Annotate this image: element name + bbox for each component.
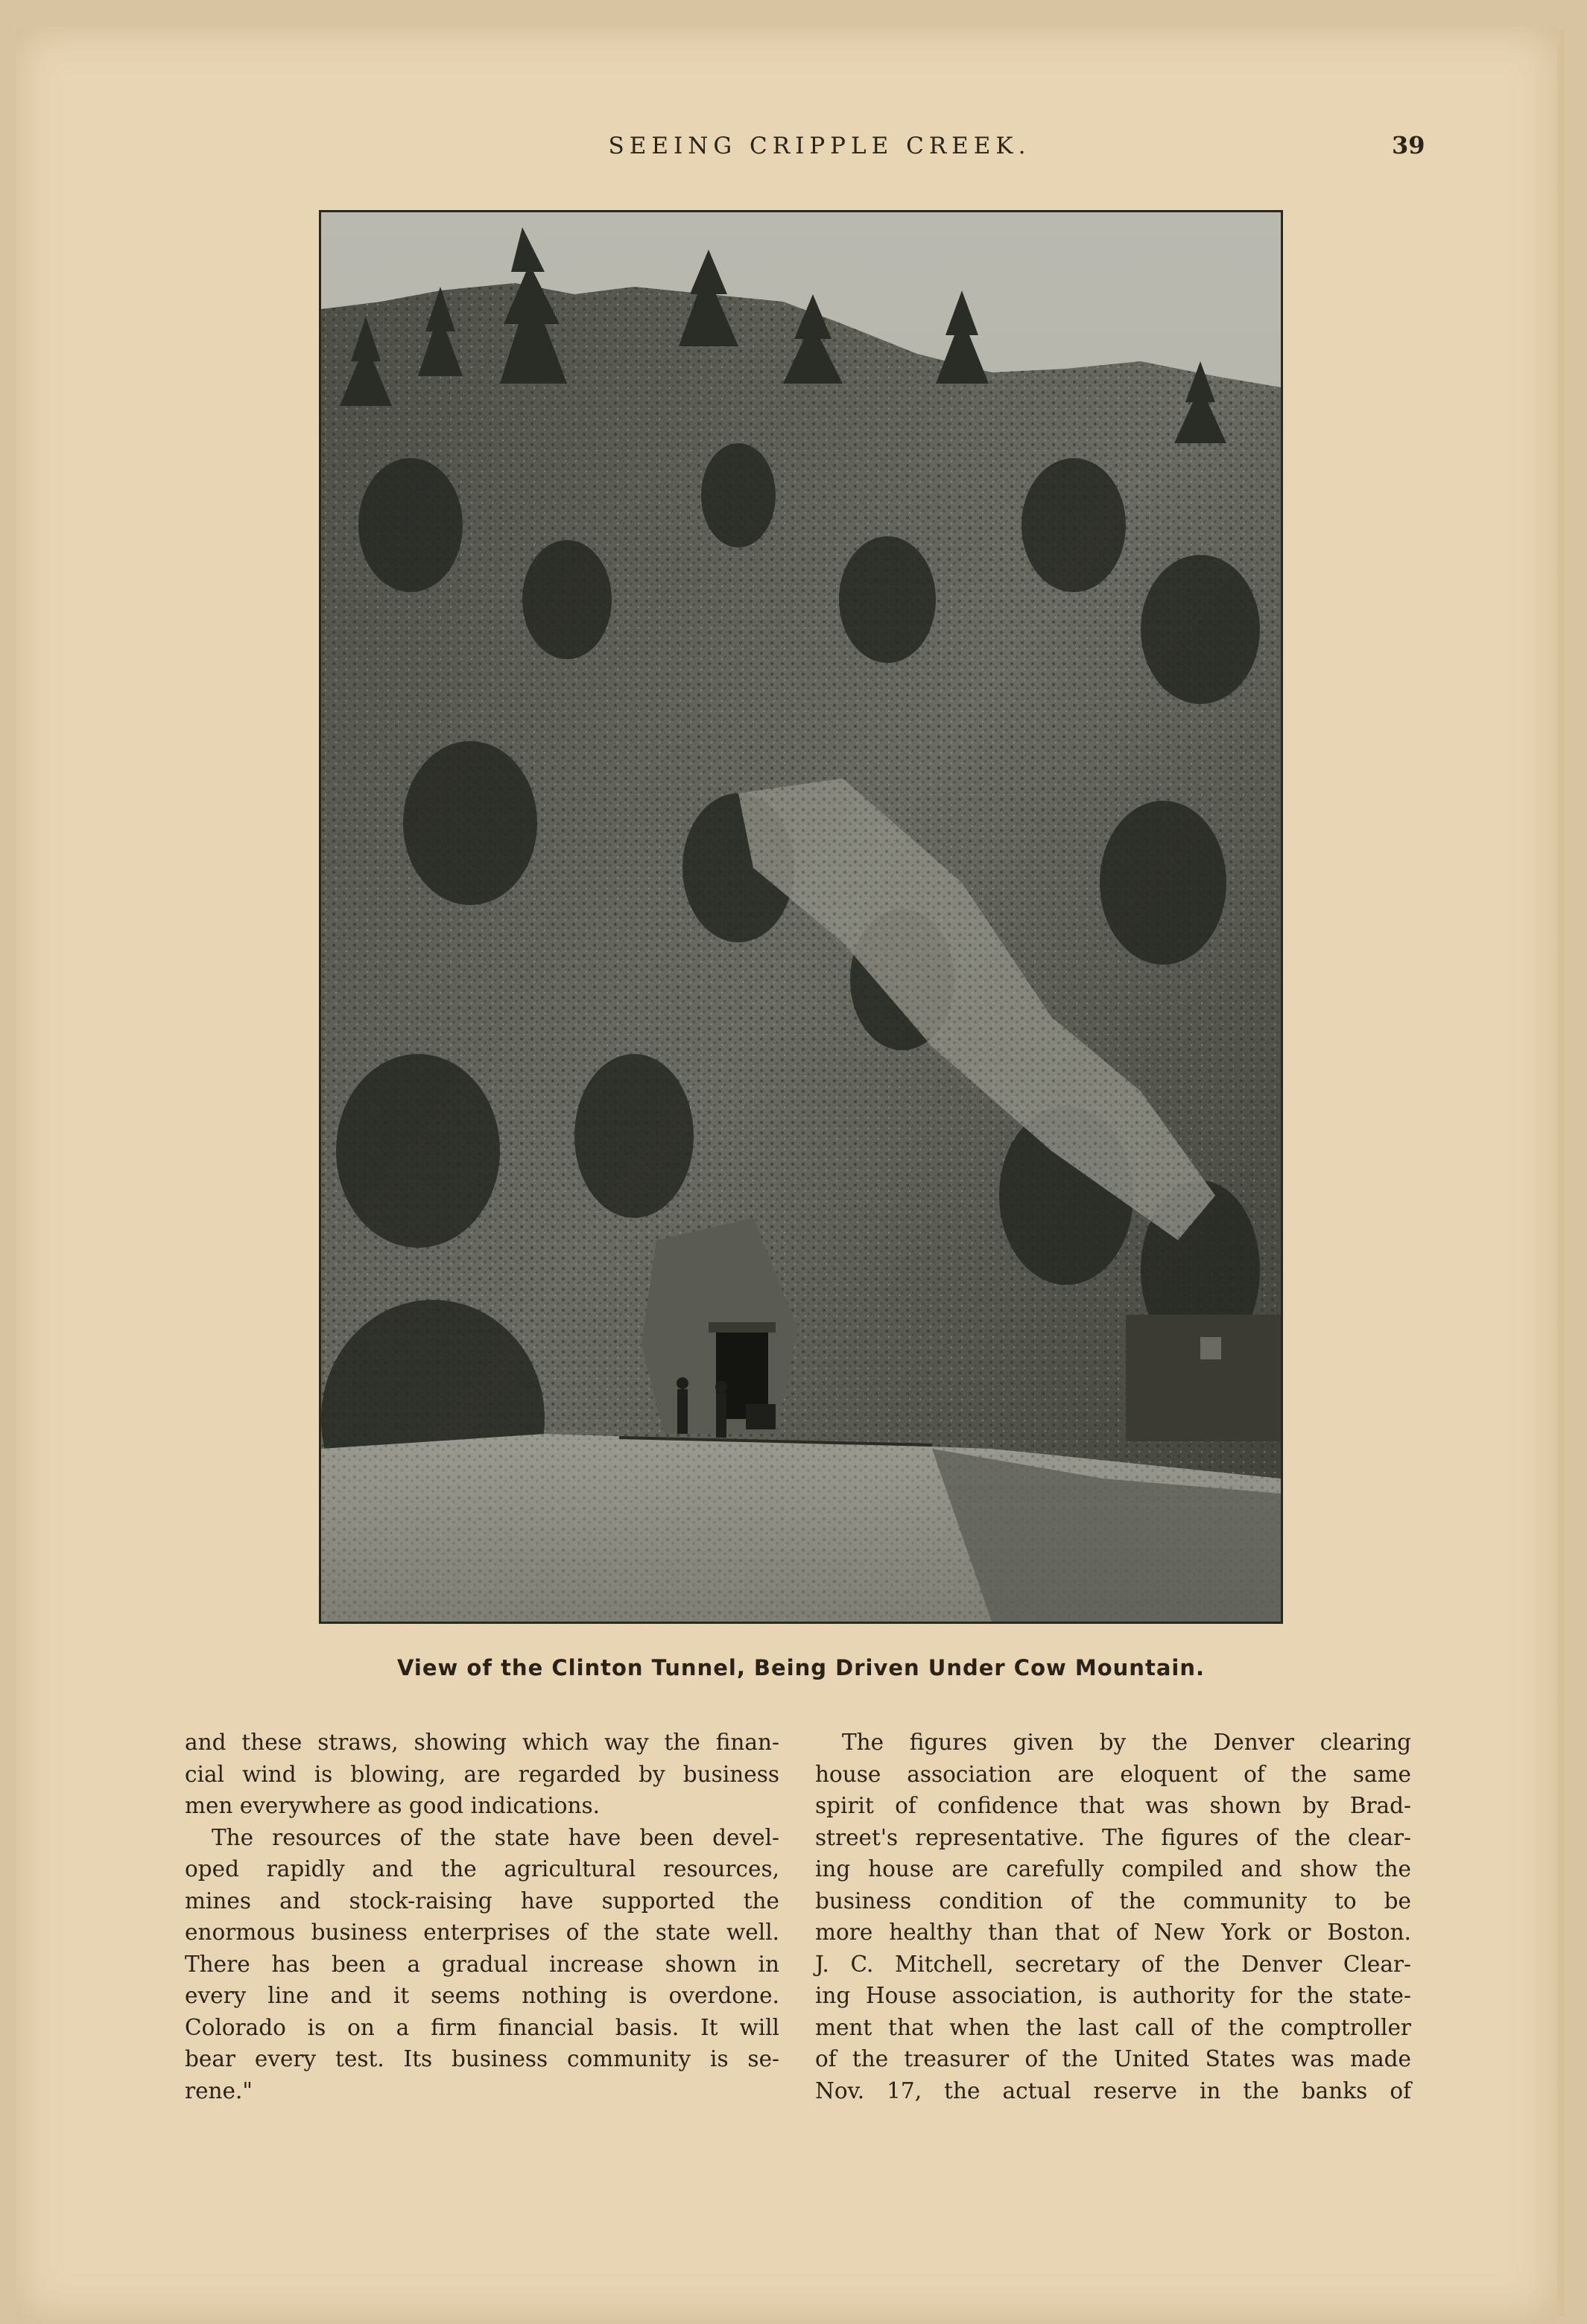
left-line-7: enormous business enterprises of the state well. xyxy=(185,1920,779,1945)
right-line-7: more healthy than that of New York or Boston. xyxy=(815,1920,1411,1945)
right-line-10: ment that when the last call of the comptroller xyxy=(815,2014,1411,2040)
photograph-clinton-tunnel xyxy=(319,210,1283,1624)
running-head: SEEING CRIPPLE CREEK. xyxy=(608,133,1031,159)
page-number: 39 xyxy=(1392,131,1425,159)
left-line-9: every line and it seems nothing is overdone. xyxy=(185,1983,779,2008)
left-line-10: Colorado is on a firm financial basis. It will xyxy=(185,2014,779,2040)
right-line-2: house association are eloquent of the same xyxy=(815,1761,1411,1787)
halftone-photo xyxy=(321,212,1281,1622)
left-line-1: and these straws, showing which way the finan- xyxy=(185,1730,779,1755)
left-column xyxy=(185,1727,779,2106)
left-line-12: rene." xyxy=(185,2077,253,2104)
left-line-3: men everywhere as good indications. xyxy=(185,1793,600,1818)
right-line-11: of the treasurer of the United States was made xyxy=(815,2046,1411,2071)
right-line-5: ing house are carefully compiled and show the xyxy=(815,1856,1411,1882)
figure-caption: View of the Clinton Tunnel, Being Driven Under Cow Mountain. xyxy=(397,1655,1205,1680)
right-column xyxy=(815,1727,1411,2106)
left-line-5: oped rapidly and the agricultural resources, xyxy=(185,1856,779,1882)
right-line-8: J. C. Mitchell, secretary of the Denver Clear- xyxy=(815,1951,1411,1977)
left-line-6: mines and stock-raising have supported the xyxy=(185,1888,779,1914)
right-line-12: Nov. 17, the actual reserve in the banks of xyxy=(815,2077,1411,2104)
right-line-3: spirit of confidence that was shown by Brad- xyxy=(815,1793,1411,1818)
left-line-2: cial wind is blowing, are regarded by business xyxy=(185,1761,779,1787)
right-line-6: business condition of the community to be xyxy=(815,1888,1411,1914)
right-line-1: The figures given by the Denver clearing xyxy=(842,1730,1411,1755)
right-line-9: ing House association, is authority for the state- xyxy=(815,1983,1411,2008)
right-line-4: street's representative. The figures of the clear- xyxy=(815,1824,1411,1850)
left-line-11: bear every test. Its business community is se- xyxy=(185,2046,779,2071)
left-line-4: The resources of the state have been devel- xyxy=(212,1824,779,1850)
left-line-8: There has been a gradual increase shown in xyxy=(185,1951,779,1977)
